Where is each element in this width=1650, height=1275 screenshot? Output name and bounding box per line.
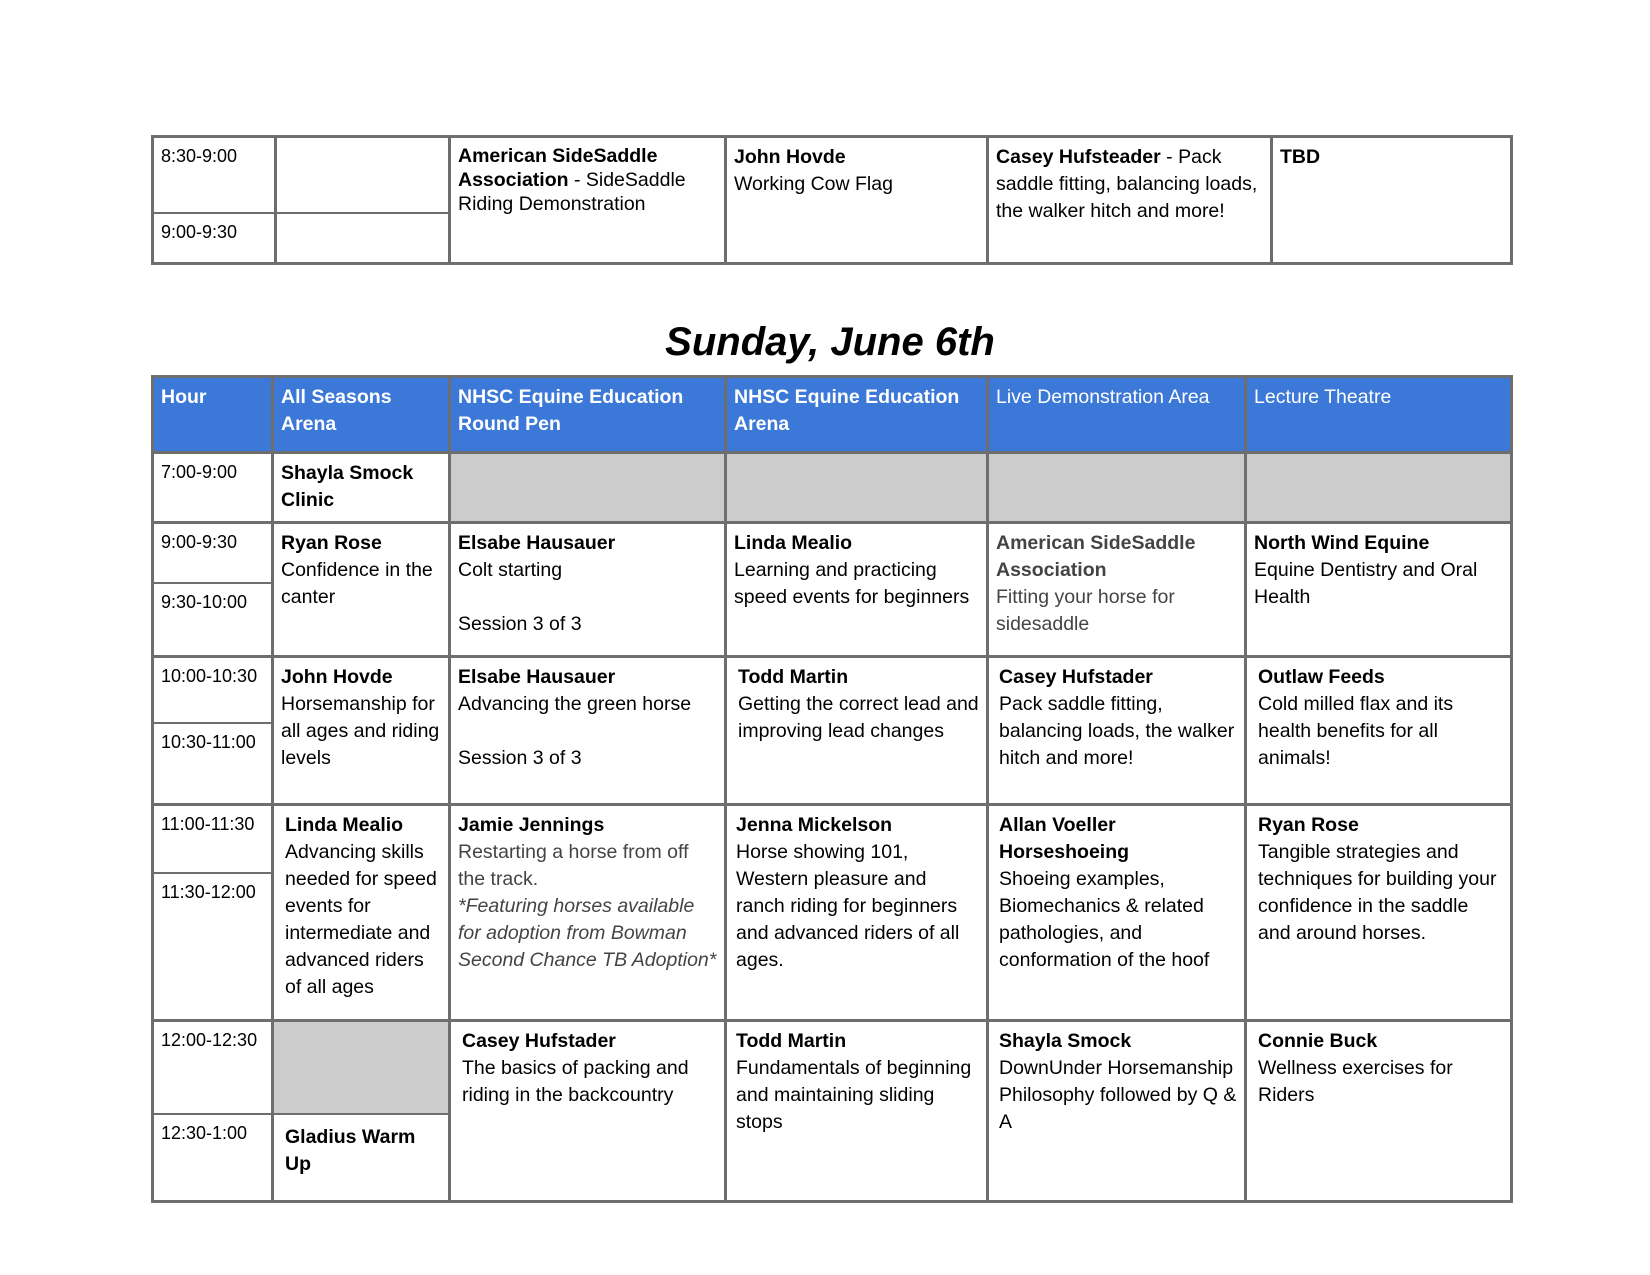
- event-description: Learning and practicing speed events for beginners: [734, 559, 970, 608]
- event-todd-martin-lead-changes: [727, 658, 986, 803]
- event-description: Tangible strategies and techniques for building your confidence in the saddle and around horses.: [1258, 841, 1497, 944]
- event-description: Working Cow Flag: [734, 173, 893, 195]
- event-description: Advancing the green horse: [458, 693, 692, 715]
- event-linda-mealio-speed-events: [727, 524, 986, 655]
- presenter-name: Outlaw Feeds: [1258, 666, 1385, 688]
- event-outlaw-feeds: [1247, 658, 1510, 803]
- column-header-education-arena: NHSC Equine Education Arena: [734, 386, 960, 435]
- time-slot: 11:30-12:00: [161, 882, 256, 902]
- event-description: Fitting your horse for sidesaddle: [996, 586, 1175, 635]
- event-ryan-rose-canter: [274, 524, 448, 655]
- presenter-name: American SideSaddle Association: [458, 145, 658, 191]
- presenter-name: Connie Buck: [1258, 1030, 1378, 1052]
- event-description: Confidence in the canter: [281, 559, 433, 608]
- event-sidesaddle-fitting: [989, 524, 1244, 655]
- time-slot: 12:00-12:30: [161, 1030, 258, 1050]
- time-slot: 9:00-9:30: [161, 532, 238, 552]
- presenter-name: American SideSaddle Association: [996, 532, 1196, 581]
- event-ryan-rose-confidence: [1247, 806, 1510, 1019]
- separator: -: [1160, 146, 1179, 168]
- event-linda-mealio-advancing-skills: [274, 806, 448, 1019]
- presenter-name: Todd Martin: [736, 1030, 847, 1052]
- presenter-name: Elsabe Hausauer: [458, 666, 616, 688]
- presenter-name: Elsabe Hausauer: [458, 532, 616, 554]
- time-slot: 8:30-9:00: [161, 146, 238, 166]
- event-description: Advancing skills needed for speed events for intermediate and advanced riders of all ages: [285, 841, 437, 998]
- event-description: Pack saddle fitting, balancing loads, the walker hitch and more!: [999, 693, 1235, 769]
- presenter-name: Casey Hufstader: [462, 1030, 616, 1052]
- event-gladius-warm-up: Gladius Warm Up: [285, 1126, 416, 1175]
- event-hovde-cow-flag: [727, 138, 986, 262]
- event-sidesaddle-demo: [451, 138, 724, 262]
- event-description: SideSaddle Riding Demonstration: [458, 169, 686, 215]
- event-description: Horse showing 101, Western pleasure and ranch riding for beginners and advanced riders of all ages.: [736, 841, 960, 971]
- column-header-round-pen: NHSC Equine Education Round Pen: [458, 386, 684, 435]
- presenter-name: Ryan Rose: [1258, 814, 1359, 836]
- presenter-name: John Hovde: [734, 146, 846, 168]
- empty-slot-shade: [451, 454, 1510, 521]
- event-allan-voeller-horseshoeing: [989, 806, 1244, 1019]
- event-description: Wellness exercises for Riders: [1258, 1057, 1453, 1106]
- column-header-all-seasons-arena: All Seasons Arena: [281, 386, 392, 435]
- session-info: Session 3 of 3: [458, 613, 582, 635]
- event-description: Cold milled flax and its health benefits for all animals!: [1258, 693, 1454, 769]
- event-note: *Featuring horses available for adoption from Bowman Second Chance TB Adoption*: [458, 895, 717, 971]
- presenter-name: Linda Mealio: [285, 814, 404, 836]
- presenter-name: Ryan Rose: [281, 532, 382, 554]
- event-description: Getting the correct lead and improving lead changes: [738, 693, 979, 742]
- event-description: Pack saddle fitting, balancing loads, the walker hitch and more!: [996, 146, 1258, 222]
- presenter-name: Casey Hufsteader: [996, 146, 1161, 168]
- time-slot: 9:00-9:30: [161, 222, 238, 242]
- time-slot: 11:00-11:30: [161, 814, 255, 834]
- presenter-name: Jenna Mickelson: [736, 814, 893, 836]
- column-header-lecture-theatre: Lecture Theatre: [1254, 386, 1392, 408]
- presenter-name: Jamie Jennings: [458, 814, 605, 836]
- event-description: The basics of packing and riding in the backcountry: [462, 1057, 689, 1106]
- event-description: Fundamentals of beginning and maintaining sliding stops: [736, 1057, 972, 1133]
- presenter-name: Linda Mealio: [734, 532, 853, 554]
- event-shayla-smock-clinic: Shayla Smock Clinic: [281, 462, 414, 511]
- presenter-name: Casey Hufstader: [999, 666, 1153, 688]
- separator: -: [568, 169, 586, 191]
- event-elsabe-green-horse: [451, 658, 724, 803]
- event-casey-hufstader-pack-saddle: [989, 658, 1244, 803]
- event-description: DownUnder Horsemanship Philosophy followed by Q & A: [999, 1057, 1237, 1133]
- event-description: Horsemanship for all ages and riding levels: [281, 693, 440, 769]
- event-casey-hufstader-backcountry: [451, 1022, 724, 1200]
- event-tbd: TBD: [1280, 146, 1321, 168]
- presenter-name: Todd Martin: [738, 666, 849, 688]
- time-slot: 10:00-10:30: [161, 666, 258, 686]
- presenter-name: Allan Voeller Horseshoeing: [999, 814, 1130, 863]
- event-description: Shoeing examples, Biomechanics & related pathologies, and conformation of the hoof: [999, 868, 1210, 971]
- time-slot: 9:30-10:00: [161, 592, 248, 612]
- event-description: Restarting a horse from off the track.: [458, 841, 689, 890]
- time-slot: 7:00-9:00: [161, 462, 238, 482]
- presenter-name: North Wind Equine: [1254, 532, 1430, 554]
- event-shayla-smock-downunder: [989, 1022, 1244, 1200]
- page-title: Sunday, June 6th: [665, 320, 995, 364]
- event-jamie-jennings-restarting: [451, 806, 724, 1019]
- event-north-wind-equine: [1247, 524, 1510, 655]
- session-info: Session 3 of 3: [458, 747, 582, 769]
- presenter-name: Shayla Smock: [999, 1030, 1132, 1052]
- event-elsabe-colt-starting: [451, 524, 724, 655]
- event-jenna-mickelson-horse-showing: [727, 806, 986, 1019]
- time-slot: 10:30-11:00: [161, 732, 256, 752]
- presenter-name: John Hovde: [281, 666, 393, 688]
- event-john-hovde-horsemanship: [274, 658, 448, 803]
- event-connie-buck-wellness: [1247, 1022, 1510, 1200]
- empty-slot-shade: [274, 1022, 448, 1114]
- event-description: Equine Dentistry and Oral Health: [1254, 559, 1478, 608]
- event-casey-pack-saddle: [989, 138, 1270, 262]
- column-header-live-demonstration-area: Live Demonstration Area: [996, 386, 1210, 408]
- event-description: Colt starting: [458, 559, 563, 581]
- column-header-hour: Hour: [161, 386, 207, 408]
- event-todd-martin-sliding-stops: [727, 1022, 986, 1200]
- time-slot: 12:30-1:00: [161, 1123, 248, 1143]
